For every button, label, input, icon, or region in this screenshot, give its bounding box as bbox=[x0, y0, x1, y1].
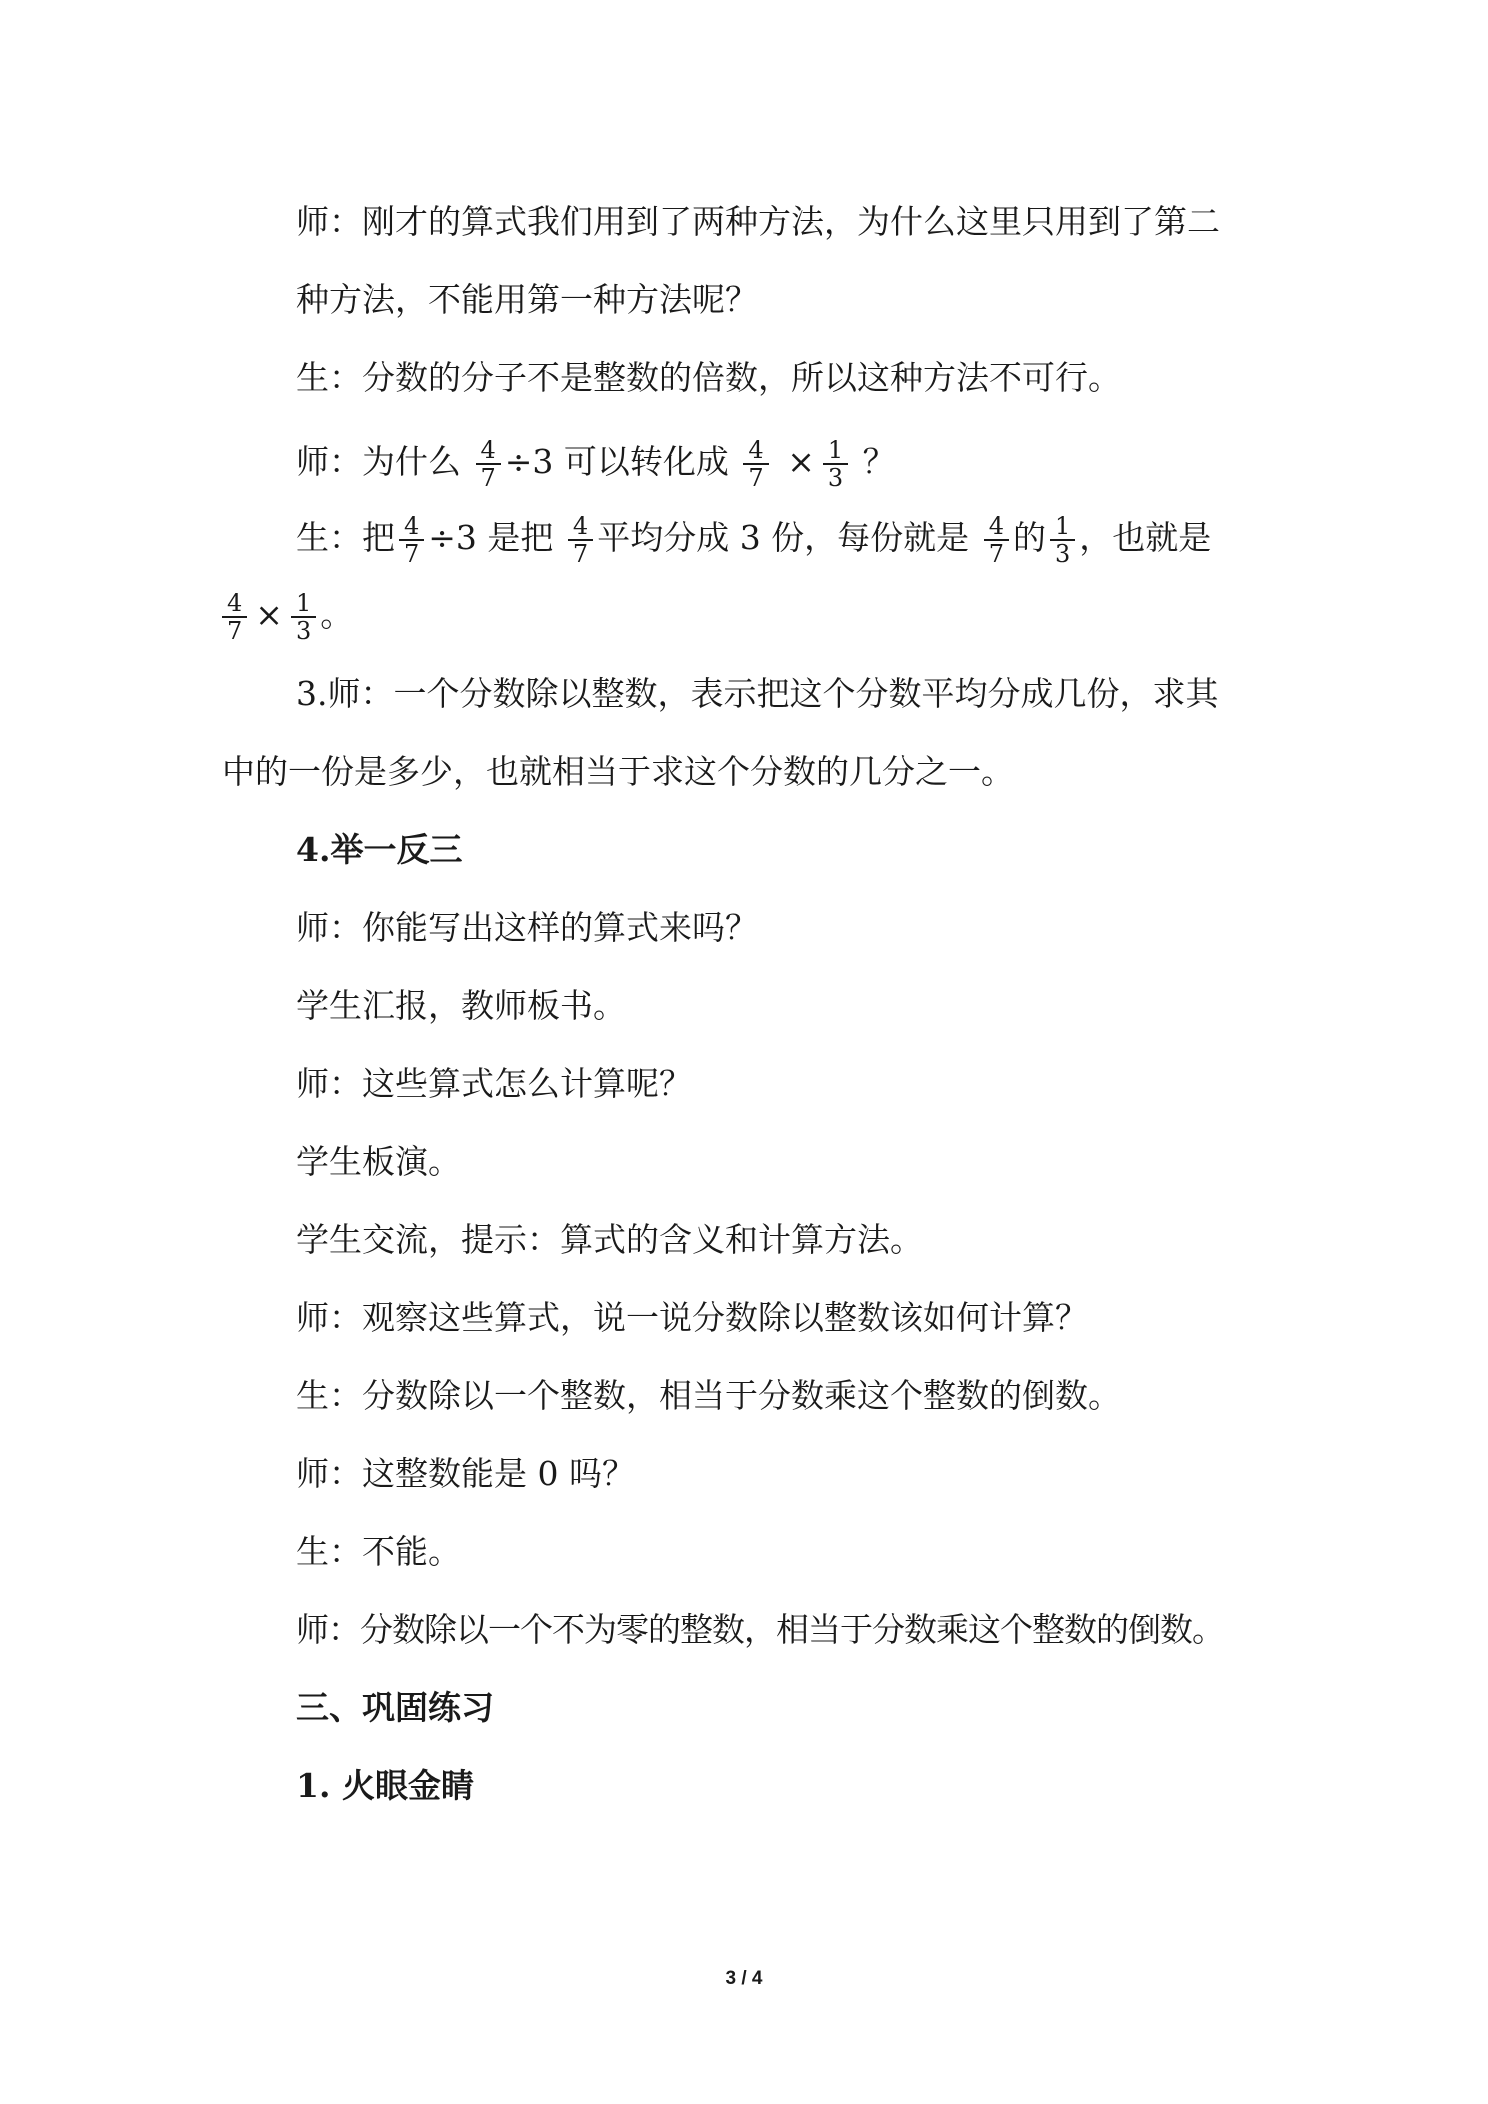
paragraph-line: 师：分数除以一个不为零的整数，相当于分数乘这个整数的倒数。 bbox=[296, 1610, 1224, 1649]
text-span: ，也就是 bbox=[1079, 518, 1212, 557]
multiply-sign: × bbox=[255, 595, 283, 634]
paragraph-line: 师：观察这些算式，说一说分数除以整数该如何计算？ bbox=[296, 1298, 1088, 1337]
text-span: 生：把 bbox=[296, 518, 395, 557]
fraction: $\frac{1}{3}$ bbox=[1050, 513, 1075, 567]
section-heading: 三、巩固练习 bbox=[296, 1688, 494, 1727]
fraction: $\frac{4}{7}$ bbox=[568, 513, 593, 567]
fraction: $\frac{4}{7}$ bbox=[222, 590, 247, 644]
multiply-sign: × bbox=[787, 442, 815, 481]
text-span: 的 bbox=[1012, 518, 1046, 557]
fraction: $\frac{4}{7}$ bbox=[743, 437, 768, 491]
paragraph-line: 生：不能。 bbox=[296, 1532, 461, 1571]
text-span: 师：为什么 bbox=[296, 442, 461, 481]
paragraph-line: 生：分数的分子不是整数的倍数，所以这种方法不可行。 bbox=[296, 358, 1121, 397]
page-number: 3 / 4 bbox=[725, 1968, 763, 1989]
fraction: $\frac{1}{3}$ bbox=[823, 437, 848, 491]
paragraph-line: 种方法，不能用第一种方法呢？ bbox=[296, 280, 758, 319]
fraction: $\frac{4}{7}$ bbox=[476, 437, 501, 491]
paragraph-line: 师：这整数能是 0 吗？ bbox=[296, 1454, 635, 1493]
formula-line bbox=[222, 585, 353, 645]
text-span: 平均分成 3 份，每份就是 bbox=[597, 518, 970, 557]
section-heading: 4.举一反三 bbox=[296, 830, 463, 869]
paragraph-line: 师：这些算式怎么计算呢？ bbox=[296, 1064, 692, 1103]
paragraph-line: 3.师：一个分数除以整数，表示把这个分数平均分成几份，求其 bbox=[296, 674, 1219, 713]
fraction: $\frac{4}{7}$ bbox=[984, 513, 1009, 567]
paragraph-line: 学生板演。 bbox=[296, 1142, 461, 1181]
paragraph-line: 师：你能写出这样的算式来吗？ bbox=[296, 908, 758, 947]
text-span: ÷3 可以转化成 bbox=[504, 442, 729, 481]
paragraph-line: 生：分数除以一个整数，相当于分数乘这个整数的倒数。 bbox=[296, 1376, 1121, 1415]
formula-line bbox=[296, 508, 1211, 568]
fraction: $\frac{1}{3}$ bbox=[291, 590, 316, 644]
text-span: ？ bbox=[862, 442, 896, 481]
paragraph-line: 学生交流，提示：算式的含义和计算方法。 bbox=[296, 1220, 923, 1259]
paragraph-line: 师：刚才的算式我们用到了两种方法，为什么这里只用到了第二 bbox=[296, 202, 1220, 241]
section-heading: 1. 火眼金睛 bbox=[296, 1766, 474, 1805]
text-span: 。 bbox=[320, 595, 354, 634]
fraction: $\frac{4}{7}$ bbox=[399, 513, 424, 567]
paragraph-line: 中的一份是多少，也就相当于求这个分数的几分之一。 bbox=[222, 752, 1014, 791]
paragraph-line: 学生汇报，教师板书。 bbox=[296, 986, 626, 1025]
text-span: ÷3 是把 bbox=[428, 518, 554, 557]
formula-line bbox=[296, 432, 896, 492]
